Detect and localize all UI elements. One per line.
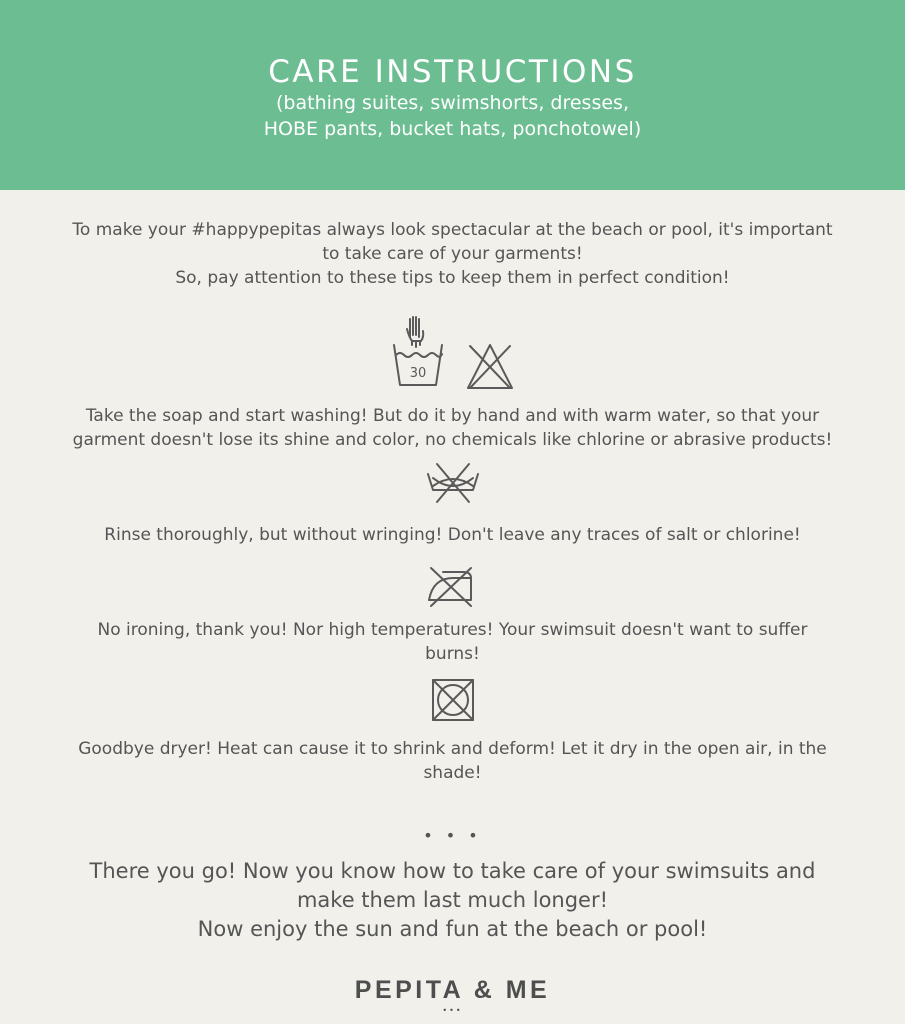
do-not-iron-icon bbox=[425, 564, 477, 610]
page-subtitle: (bathing suites, swimshorts, dresses, HOBE pants, bucket hats, ponchotowel) bbox=[263, 92, 642, 140]
brand-logo: PEPITA & ME bbox=[354, 976, 551, 1004]
hand-wash-30-icon bbox=[392, 315, 444, 391]
iron-instruction-text: No ironing, thank you! Nor high temperatures! Your swimsuit doesn't want to suffer burns! bbox=[97, 620, 808, 664]
intro-text: To make your #happypepitas always look spectacular at the beach or pool, it's important to take care of your garments! So, pay attention to these tips to keep them in perfect condition! bbox=[72, 220, 833, 288]
separator-dots: • • • bbox=[423, 826, 482, 845]
outro-text: There you go! Now you know how to take care of your swimsuits and make them last much longer! Now enjoy the sun and fun at the beach or pool! bbox=[89, 859, 816, 941]
logo-dots: ••• bbox=[442, 1006, 463, 1015]
dry-instruction-text: Goodbye dryer! Heat can cause it to shrink and deform! Let it dry in the open air, in the shade! bbox=[78, 739, 827, 783]
wash-temperature: 30 bbox=[409, 366, 427, 381]
page-title: CARE INSTRUCTIONS bbox=[268, 54, 637, 90]
do-not-tumble-dry-icon bbox=[430, 677, 476, 723]
do-not-bleach-icon bbox=[464, 340, 516, 392]
wash-instruction-text: Take the soap and start washing! But do it by hand and with warm water, so that your garment doesn't lose its shine and color, no chemicals like chlorine or abrasive products! bbox=[72, 406, 833, 450]
rinse-instruction-text: Rinse thoroughly, but without wringing! Don't leave any traces of salt or chlorine! bbox=[104, 525, 801, 545]
header-banner bbox=[0, 0, 905, 190]
do-not-wring-icon bbox=[425, 460, 481, 508]
